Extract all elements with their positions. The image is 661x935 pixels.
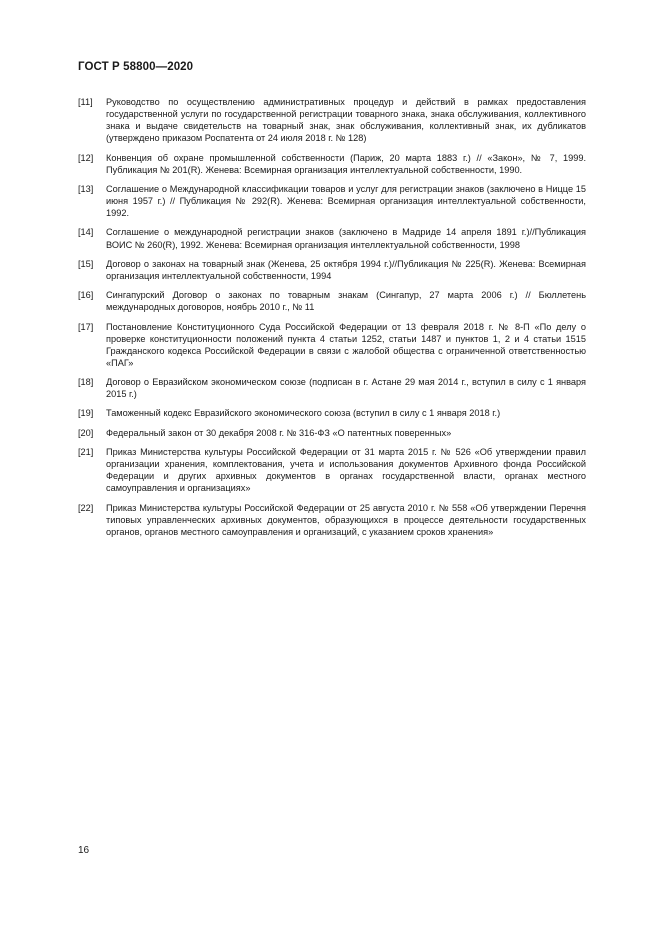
reference-item [78, 407, 586, 419]
reference-text: Приказ Министерства культуры Российской Федерации от 25 августа 2010 г. № 558 «Об утверждении Перечня типовых управленческих архивных документов, образующихся в процессе деятельности государственных органов, органов местного самоуправления и организаций, с указанием сроков хранения» [106, 502, 586, 537]
reference-number: [11] [78, 97, 93, 107]
reference-number: [15] [78, 258, 94, 269]
reference-item [78, 258, 586, 282]
reference-item [78, 183, 586, 219]
reference-text: Договор о законах на товарный знак (Женева, 25 октября 1994 г.)//Публикация № 225(R). Женева: Всемирная организация интеллектуальной собственности, 1994 [106, 258, 586, 281]
reference-item [78, 152, 586, 176]
reference-number: [21] [78, 447, 94, 458]
reference-number: [16] [78, 290, 94, 301]
reference-number: [20] [78, 427, 94, 438]
reference-text: Договор о Евразийском экономическом союзе (подписан в г. Астане 29 мая 2014 г., вступил в силу с 1 января 2015 г.) [106, 377, 586, 400]
reference-number: [18] [78, 377, 94, 388]
reference-text: Таможенный кодекс Евразийского экономического союза (вступил в силу с 1 января 2018 г.) [106, 408, 501, 419]
reference-text: Приказ Министерства культуры Российской Федерации от 31 марта 2015 г. № 526 «Об утверждении правил организации хранения, комплектования, учета и использования документов Архивного фонда Российской Федерации и других архивных документов в органах государственной власти, органах местного самоуправления и организациях» [106, 447, 586, 494]
standard-code-header: ГОСТ Р 58800—2020 [78, 61, 194, 73]
reference-item [78, 376, 586, 400]
bibliography-list [78, 96, 586, 545]
reference-text: Сингапурский Договор о законах по товарным знакам (Сингапур, 27 марта 2006 г.) // Бюллетень международных договоров, ноябрь 2010 г., № 11 [106, 290, 586, 313]
reference-item [78, 502, 586, 538]
reference-number: [22] [78, 502, 94, 513]
reference-text: Соглашение о международной регистрации знаков (заключено в Мадриде 14 апреля 1891 г.)//Публикация ВОИС № 260(R), 1992. Женева: Всемирная организация интеллектуальной собственности, 1998 [106, 227, 586, 250]
reference-item [78, 96, 586, 144]
reference-item [78, 226, 586, 250]
reference-text: Руководство по осуществлению административных процедур и действий в рамках предоставления государственной услуги по государственной регистрации товарного знака, знака обслуживания, коллективного знака и выдаче свидетельств на товарный знак, знак обслуживания, коллективный знак, их дубликатов (утверждено приказом Роспатента от 24 июля 2018 г. № 128) [106, 97, 586, 144]
reference-item [78, 289, 586, 313]
reference-text: Федеральный закон от 30 декабря 2008 г. № 316-ФЗ «О патентных поверенных» [106, 427, 452, 438]
reference-item [78, 427, 586, 439]
reference-number: [17] [78, 321, 94, 332]
reference-item [78, 446, 586, 494]
reference-number: [19] [78, 408, 94, 419]
reference-text: Конвенция об охране промышленной собственности (Париж, 20 марта 1883 г.) // «Закон», № 7, 1999. Публикация № 201(R). Женева: Всемирная организация интеллектуальной собственности, 1990. [106, 152, 586, 175]
reference-number: [13] [78, 183, 94, 194]
reference-text: Соглашение о Международной классификации товаров и услуг для регистрации знаков (заключено в Ницце 15 июня 1957 г.) // Публикация № 292(R). Женева: Всемирная организация интеллектуальной собственности, 1992. [106, 183, 586, 219]
page-number: 16 [78, 845, 90, 856]
reference-text: Постановление Конституционного Суда Российской Федерации от 13 февраля 2018 г. № 8-П «По делу о проверке конституционности положений пункта 4 статьи 1252, статьи 1487 и пунктов 1, 2 и 4 статьи 1515 Гражданского кодекса Российской Федерации в связи с жалобой общества с ограниченной ответственностью «ПАГ» [106, 321, 586, 368]
reference-number: [12] [78, 152, 94, 163]
reference-number: [14] [78, 227, 94, 238]
reference-item [78, 321, 586, 369]
